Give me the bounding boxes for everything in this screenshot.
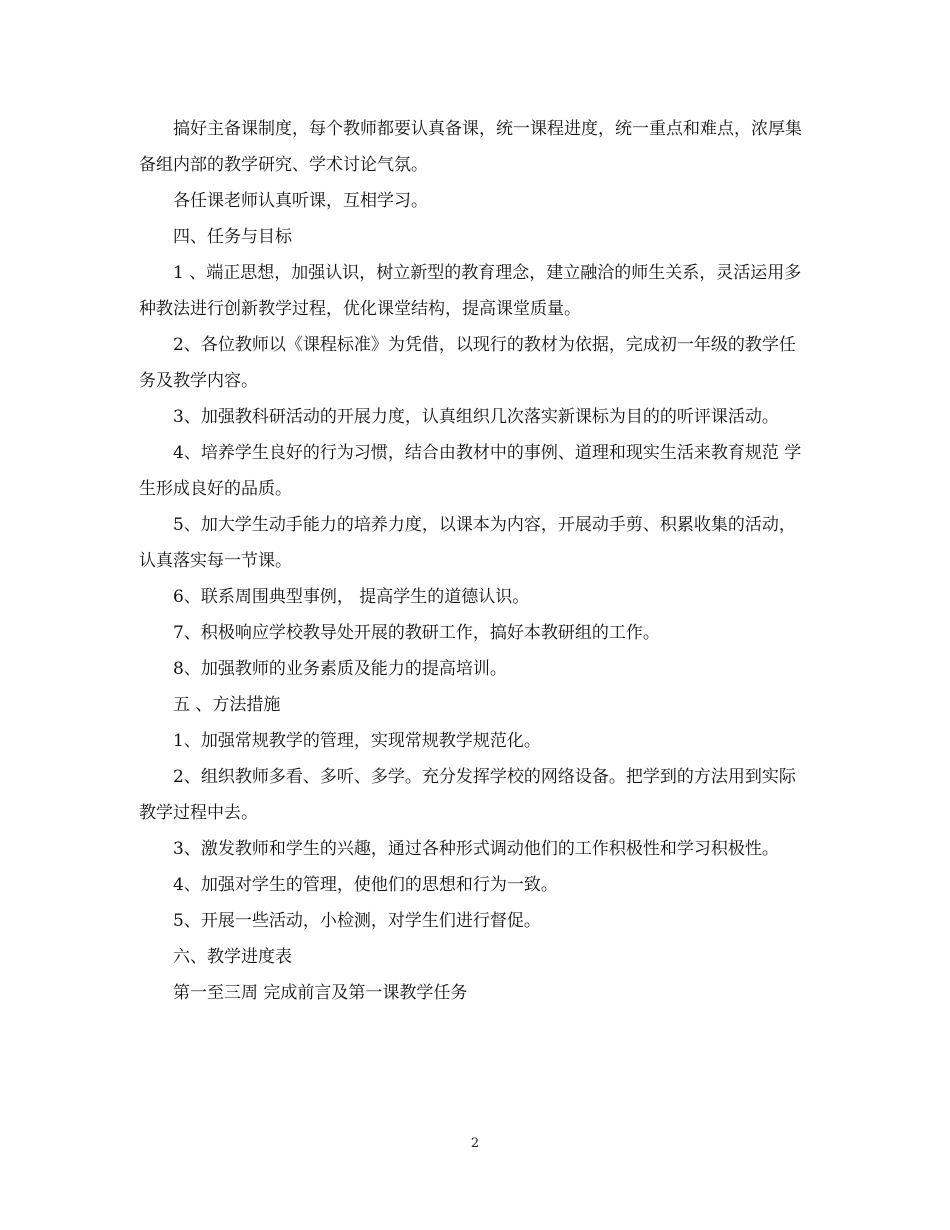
document-body	[139, 111, 811, 1011]
list-item-goal-2: 2、各位教师以《课程标准》为凭借，以现行的教材为依据，完成初一年级的教学任务及教学内容。	[139, 335, 796, 391]
list-item-goal-7: 7、积极响应学校教导处开展的教研工作，搞好本教研组的工作。	[173, 623, 660, 643]
paragraph-observe-lessons: 各任课老师认真听课，互相学习。	[173, 191, 428, 211]
schedule-row-weeks-1-3: 第一至三周 完成前言及第一课教学任务	[173, 983, 468, 1003]
list-item-method-5: 5、开展一些活动，小检测，对学生们进行督促。	[173, 911, 541, 931]
list-item-method-2: 2、组织教师多看、多听、多学。充分发挥学校的网络设备。把学到的方法用到实际教学过程中去。	[139, 767, 796, 823]
list-item-goal-6: 6、联系周围典型事例， 提高学生的道德认识。	[173, 587, 530, 607]
list-item-method-3: 3、激发教师和学生的兴趣，通过各种形式调动他们的工作积极性和学习积极性。	[173, 839, 779, 859]
list-item-goal-3: 3、加强教科研活动的开展力度，认真组织几次落实新课标为目的的听评课活动。	[173, 407, 779, 427]
list-item-goal-1: 1 、端正思想，加强认识，树立新型的教育理念，建立融洽的师生关系，灵活运用多种教法进行创新教学过程，优化课堂结构，提高课堂质量。	[139, 263, 802, 319]
list-item-method-1: 1、加强常规教学的管理，实现常规教学规范化。	[173, 731, 541, 751]
page-number: 2	[470, 1136, 480, 1151]
list-item-goal-8: 8、加强教师的业务素质及能力的提高培训。	[173, 659, 507, 679]
list-item-goal-5: 5、加大学生动手能力的培养力度，以课本为内容，开展动手剪、积累收集的活动，认真落实每一节课。	[139, 515, 796, 571]
paragraph-preparation-system: 搞好主备课制度，每个教师都要认真备课，统一课程进度，统一重点和难点，浓厚集备组内部的教学研究、学术讨论气氛。	[139, 119, 802, 175]
list-item-goal-4: 4、培养学生良好的行为习惯，结合由教材中的事例、道理和现实生活来教育规范 学生形成良好的品质。	[139, 443, 802, 499]
list-item-method-4: 4、加强对学生的管理，使他们的思想和行为一致。	[173, 875, 558, 895]
heading-schedule: 六、教学进度表	[173, 947, 292, 967]
heading-tasks-goals: 四、任务与目标	[173, 227, 292, 247]
heading-methods: 五 、方法措施	[173, 695, 281, 715]
